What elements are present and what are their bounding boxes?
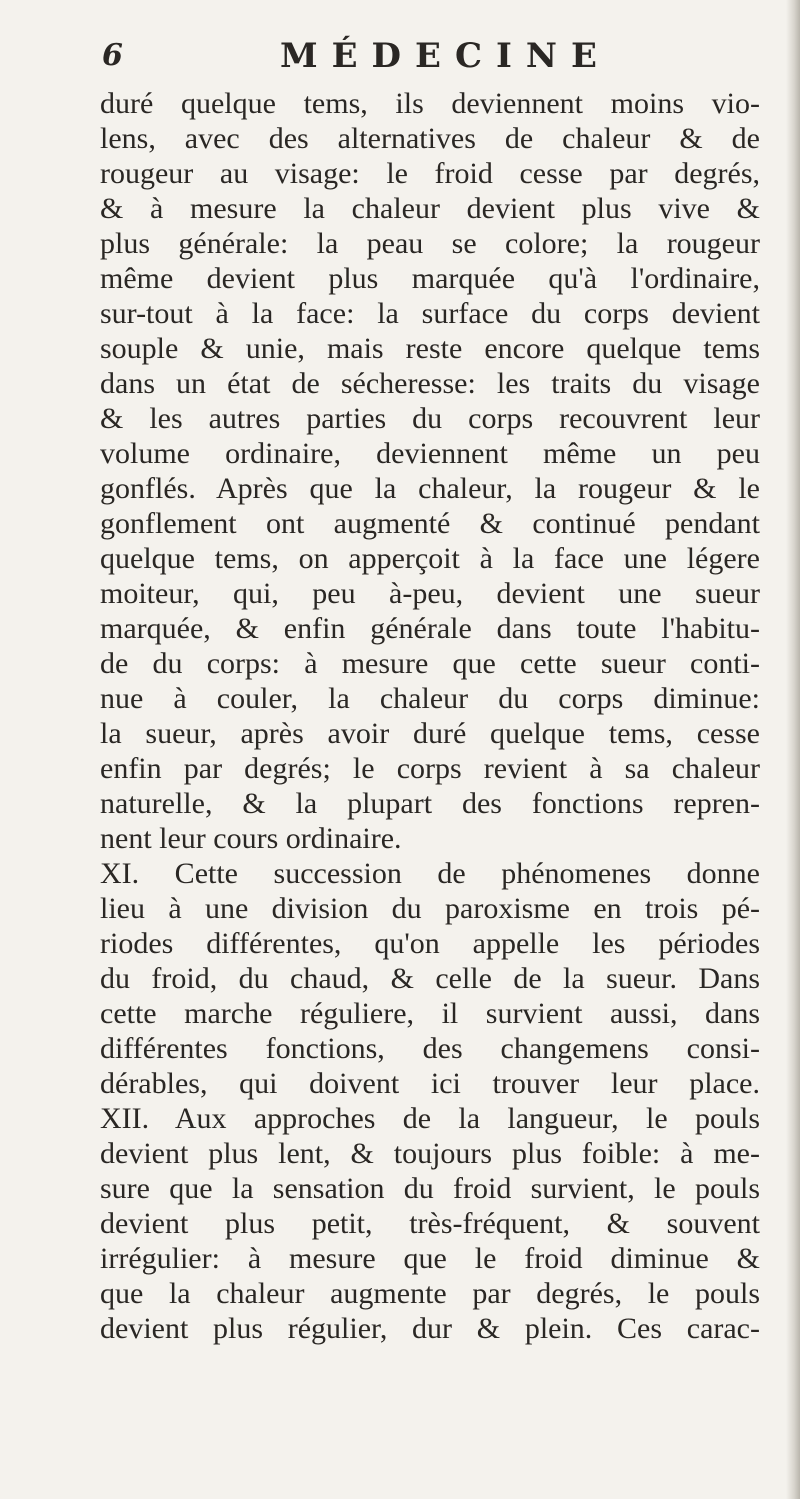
text-line: naturelle, & la plupart des fonctions repren-: [100, 787, 760, 820]
text-line: rougeur au visage: le froid cesse par degrés,: [100, 157, 760, 190]
text-line: irrégulier: à mesure que le froid diminue &: [100, 1242, 760, 1275]
text-line: dans un état de sécheresse: les traits du visage: [100, 367, 760, 400]
text-line: volume ordinaire, deviennent même un peu: [100, 437, 760, 470]
text-line: XI. Cette succession de phénomenes donne: [100, 857, 760, 890]
page-header: [100, 34, 760, 84]
text-line: duré quelque tems, ils deviennent moins vio-: [100, 87, 760, 120]
text-line: sur-tout à la face: la surface du corps devient: [100, 297, 760, 330]
text-line: moiteur, qui, peu à-peu, devient une sueur: [100, 577, 760, 610]
text-line: même devient plus marquée qu'à l'ordinaire,: [100, 262, 760, 295]
body-text: [100, 86, 760, 1346]
text-line: quelque tems, on apperçoit à la face une légere: [100, 542, 760, 575]
text-line: cette marche réguliere, il survient aussi, dans: [100, 997, 760, 1030]
text-line: enfin par degrés; le corps revient à sa chaleur: [100, 752, 760, 785]
text-line: devient plus régulier, dur & plein. Ces carac-: [100, 1312, 760, 1345]
text-line: & les autres parties du corps recouvrent leur: [100, 402, 760, 435]
page-edge-shadow: [786, 0, 800, 1499]
text-line: que la chaleur augmente par degrés, le pouls: [100, 1277, 760, 1310]
text-line: gonflement ont augmenté & continué pendant: [100, 507, 760, 540]
text-line: riodes différentes, qu'on appelle les périodes: [100, 927, 760, 960]
text-line: de du corps: à mesure que cette sueur conti-: [100, 647, 760, 680]
text-line: plus générale: la peau se colore; la rougeur: [100, 227, 760, 260]
text-line: différentes fonctions, des changemens consi-: [100, 1032, 760, 1065]
running-head: MÉDECINE: [280, 36, 611, 76]
text-line: sure que la sensation du froid survient, le pouls: [100, 1172, 760, 1205]
text-line: marquée, & enfin générale dans toute l'habitu-: [100, 612, 760, 645]
text-line: XII. Aux approches de la langueur, le pouls: [100, 1102, 760, 1135]
text-line: du froid, du chaud, & celle de la sueur. Dans: [100, 962, 760, 995]
page-number: 6: [102, 38, 123, 73]
text-line: la sueur, après avoir duré quelque tems, cesse: [100, 717, 760, 750]
text-line: lens, avec des alternatives de chaleur & de: [100, 122, 760, 155]
text-line: & à mesure la chaleur devient plus vive &: [100, 192, 760, 225]
text-line: devient plus lent, & toujours plus foible: à me-: [100, 1137, 760, 1170]
text-line: devient plus petit, très-fréquent, & souvent: [100, 1207, 760, 1240]
text-line: souple & unie, mais reste encore quelque tems: [100, 332, 760, 365]
text-line: lieu à une division du paroxisme en trois pé-: [100, 892, 760, 925]
text-line: gonflés. Après que la chaleur, la rougeur & le: [100, 472, 760, 505]
text-line: dérables, qui doivent ici trouver leur place.: [100, 1067, 760, 1100]
text-line: nue à couler, la chaleur du corps diminue:: [100, 682, 760, 715]
text-line: nent leur cours ordinaire.: [100, 822, 402, 855]
